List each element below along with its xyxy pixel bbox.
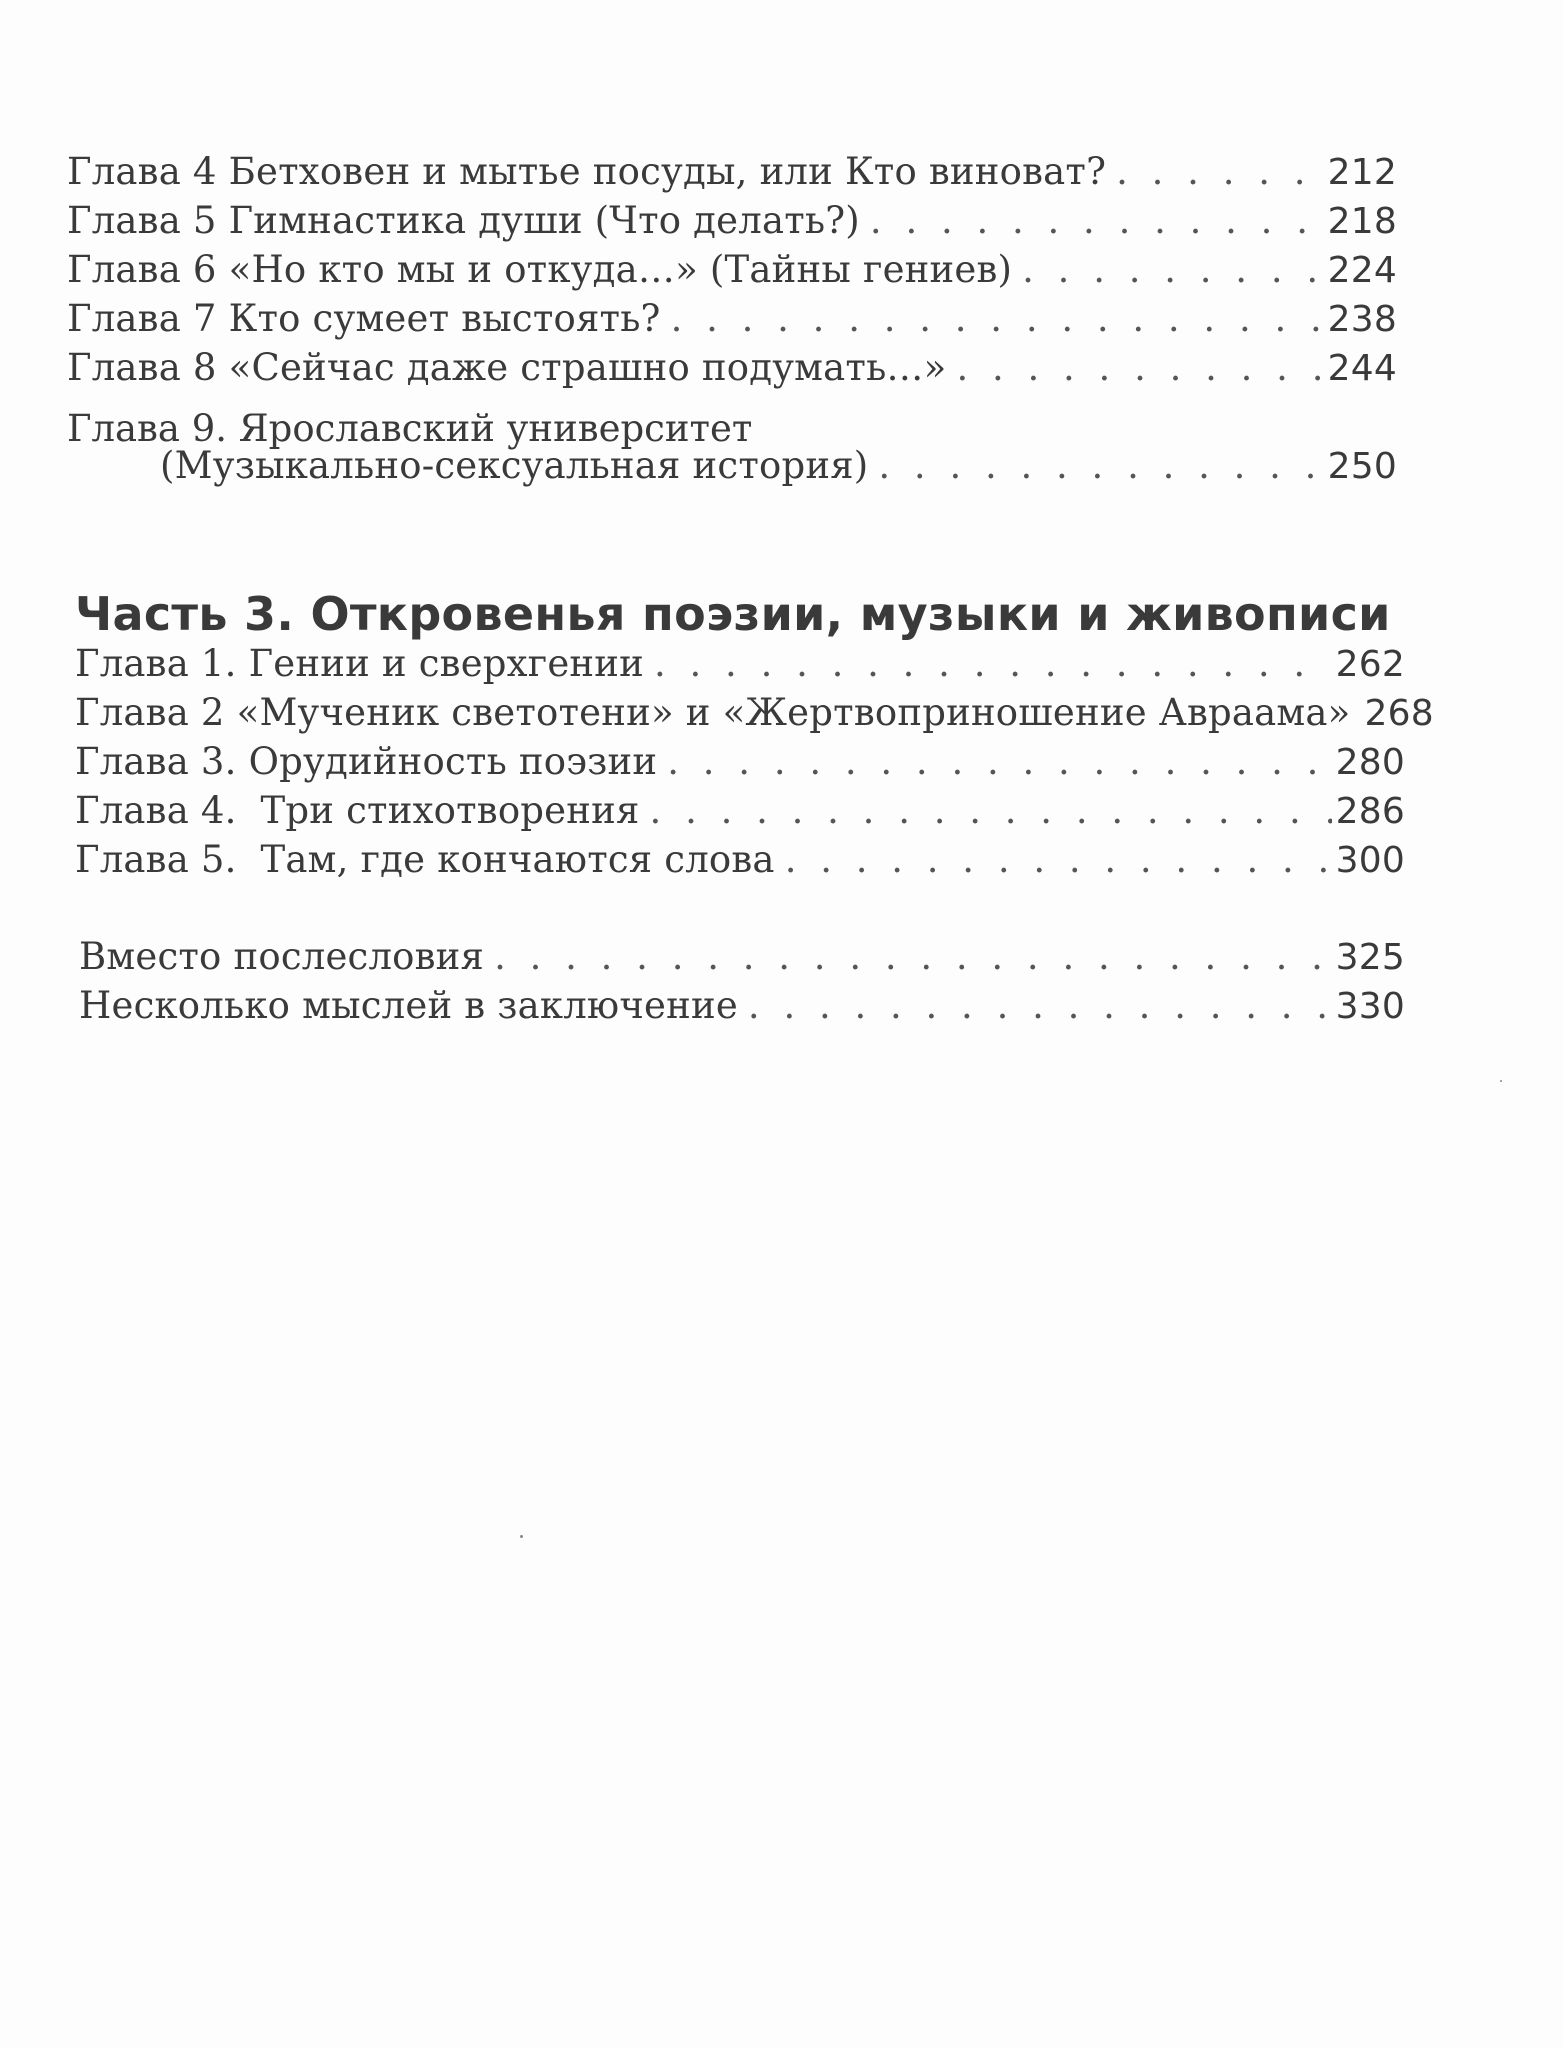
paper-speck	[520, 1535, 523, 1538]
toc-entry-part3-chapter-2[interactable]	[75, 689, 1434, 738]
toc-entry-title: Глава 4. Три стихотворения	[75, 789, 640, 832]
dot-leader	[650, 787, 1332, 835]
toc-entry-page: 224	[1327, 250, 1397, 291]
toc-entry-title: Несколько мыслей в заключение	[79, 984, 738, 1027]
toc-entry-page: 244	[1327, 348, 1397, 389]
toc-entry-page: 212	[1327, 152, 1397, 193]
toc-entry-part3-chapter-3[interactable]	[75, 738, 1405, 787]
toc-entry-chapter-5[interactable]	[67, 197, 1397, 246]
toc-entry-chapter-4[interactable]	[67, 148, 1397, 197]
dot-leader	[654, 640, 1332, 688]
toc-entry-title: Вместо послесловия	[79, 935, 485, 978]
toc-entry-title: Глава 4 Бетховен и мытье посуды, или Кто виноват?	[67, 150, 1107, 193]
toc-entry-page: 238	[1327, 299, 1397, 340]
toc-entry-page: 325	[1335, 937, 1405, 978]
toc-entry-title: Глава 6 «Но кто мы и откуда…» (Тайны гениев)	[67, 248, 1013, 291]
part-3-heading: Часть 3. Откровенья поэзии, музыки и живописи	[75, 587, 1391, 641]
toc-entry-title: Глава 2 «Мученик светотени» и «Жертвоприношение Авраама»	[75, 691, 1351, 734]
toc-entry-part3-chapter-5[interactable]	[75, 836, 1405, 885]
dot-leader	[667, 738, 1331, 786]
toc-entry-chapter-9[interactable]	[160, 442, 1397, 491]
toc-entry-page: 250	[1327, 446, 1397, 487]
paper-speck	[1500, 1080, 1502, 1082]
dot-leader	[748, 982, 1332, 1030]
dot-leader	[956, 344, 1323, 392]
toc-entry-chapter-8[interactable]	[67, 344, 1397, 393]
toc-entry-part3-chapter-1[interactable]	[75, 640, 1405, 689]
toc-entry-page: 300	[1335, 840, 1405, 881]
toc-entry-page: 330	[1335, 986, 1405, 1027]
toc-entry-page: 268	[1364, 693, 1434, 734]
dot-leader	[785, 836, 1332, 884]
toc-entry-title: Глава 5. Там, где кончаются слова	[75, 838, 775, 881]
toc-entry-page: 280	[1335, 742, 1405, 783]
toc-entry-chapter-9-title-line1[interactable]: Глава 9. Ярославский университет	[67, 407, 753, 450]
toc-entry-title: Глава 7 Кто сумеет выстоять?	[67, 297, 661, 340]
toc-entry-page: 262	[1335, 644, 1405, 685]
dot-leader	[494, 933, 1332, 981]
dot-leader	[870, 197, 1324, 245]
toc-entry-afterword[interactable]	[79, 933, 1405, 982]
toc-entry-title: (Музыкально-сексуальная история)	[160, 444, 869, 487]
toc-entry-page: 218	[1327, 201, 1397, 242]
dot-leader	[1116, 148, 1324, 196]
dot-leader	[878, 442, 1323, 490]
toc-entry-conclusion[interactable]	[79, 982, 1405, 1031]
toc-entry-chapter-7[interactable]	[67, 295, 1397, 344]
toc-entry-chapter-6[interactable]	[67, 246, 1397, 295]
toc-entry-title: Глава 1. Гении и сверхгении	[75, 642, 644, 685]
toc-entry-page: 286	[1335, 791, 1405, 832]
dot-leader	[671, 295, 1324, 343]
toc-entry-part3-chapter-4[interactable]	[75, 787, 1405, 836]
toc-entry-title: Глава 8 «Сейчас даже страшно подумать…»	[67, 346, 947, 389]
dot-leader	[1022, 246, 1324, 294]
toc-entry-title: Глава 5 Гимнастика души (Что делать?)	[67, 199, 860, 242]
toc-entry-title: Глава 3. Орудийность поэзии	[75, 740, 658, 783]
